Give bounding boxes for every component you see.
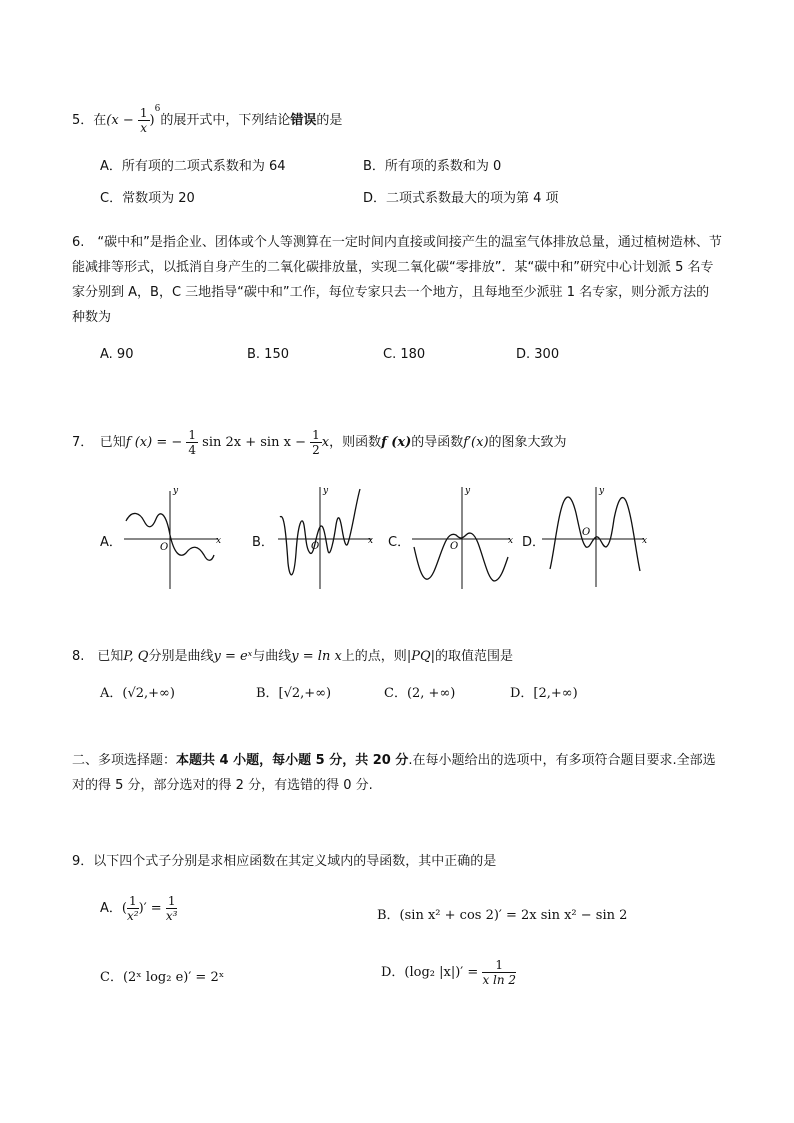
q6-option-d[interactable]: D. 300 (516, 347, 560, 362)
graph-c-y-label: y (465, 486, 471, 496)
q5-fraction: $\frac{1}{x}$ (139, 106, 148, 135)
q7-graph-a[interactable] (122, 483, 224, 591)
q5-option-a[interactable]: A．所有项的二项式系数和为 64 (100, 159, 286, 174)
q7-graph-c[interactable] (410, 483, 516, 591)
graph-c-origin: O (450, 541, 459, 552)
graph-d-origin: O (582, 527, 591, 538)
graph-d-curve (550, 497, 640, 571)
q8-option-b[interactable]: B．[√2,+∞) (256, 686, 332, 701)
graph-b-y-label: y (323, 486, 329, 496)
q7-option-a-label[interactable]: A． (100, 535, 122, 550)
q5-option-b[interactable]: B．所有项的系数和为 0 (363, 159, 502, 174)
q6-option-b[interactable]: B. 150 (247, 347, 289, 362)
q9-option-b[interactable]: B．(sin x² + cos 2)′ = 2x sin x² − sin 2 (377, 908, 628, 923)
q6-option-c[interactable]: C. 180 (383, 347, 426, 362)
q8-option-a[interactable]: A．(√2,+∞) (100, 686, 175, 701)
q7-option-b-label[interactable]: B． (252, 535, 274, 550)
q6-stem: 6. “碳中和”是指企业、团体或个人等测算在一定时间内直接或间接产生的温室气体排放总量，通过植树造林、节能减排等形式，以抵消自身产生的二氧化碳排放量，实现二氧化碳“零排放”．某“碳中和”研究中心计划派 5 名专家分别到 A，B，C 三地指导“碳中和”工作，每位专家只去一个地方，且每地至少派驻 1 名专家，则分派方法的种数为 (72, 235, 722, 325)
q9-a-left-fraction: $\frac{1}{\text{x²}}$ (127, 894, 139, 923)
q8-option-c[interactable]: C．(2, +∞) (384, 686, 456, 701)
q7-option-c-label[interactable]: C． (388, 535, 411, 550)
graph-c-x-label: x (508, 536, 514, 546)
q9-d-fraction: $\frac{1}{\text{x ln 2}}$ (482, 958, 517, 987)
q5-stem: 5．在(x − $\frac{1}{x}$ )$^6$的展开式中，下列结论错误的是 (72, 103, 343, 135)
graph-b-x-label: x (368, 536, 374, 546)
graph-b-origin: O (311, 541, 320, 552)
graph-c-curve (414, 533, 508, 581)
graph-d-x-label: x (642, 536, 648, 546)
graph-a-y-label: y (173, 486, 179, 496)
q7-graph-d[interactable] (540, 483, 650, 591)
graph-d-y-label: y (599, 486, 605, 496)
q9-option-c[interactable]: C．(2ˣ log₂ e)′ = 2ˣ (100, 970, 225, 985)
q9-stem: 9．以下四个式子分别是求相应函数在其定义域内的导函数，其中正确的是 (72, 854, 497, 869)
q9-option-a[interactable]: A．( $\frac{1}{\text{x²}}$ )′ = $\frac{1}{\text{x³}}$ (100, 894, 178, 923)
section2-heading: 二、多项选择题：本题共 4 小题，每小题 5 分，共 20 分.在每小题给出的选项中，有多项符合题目要求.全部选对的得 5 分，部分选对的得 2 分，有选错的得 0 分. (72, 753, 716, 793)
q7-fraction-2: $\frac{1}{2}$ (312, 428, 320, 457)
q8-stem: 8. 已知P, Q分别是曲线y = eˣ与曲线y = ln x上的点，则|PQ|的取值范围是 (72, 649, 513, 664)
q7-graph-b[interactable] (276, 483, 376, 591)
q9-a-right-fraction: $\frac{1}{\text{x³}}$ (165, 894, 178, 923)
q6-option-a[interactable]: A. 90 (100, 347, 134, 362)
q5-expr-open: (x − (106, 113, 134, 128)
graph-a-origin: O (160, 542, 169, 553)
graph-a-x-label: x (216, 536, 222, 546)
q7-fraction-1: $\frac{1}{4}$ (188, 428, 197, 457)
q8-option-d[interactable]: D．[2,+∞) (510, 686, 578, 701)
q5-option-c[interactable]: C．常数项为 20 (100, 191, 195, 206)
q5-option-d[interactable]: D．二项式系数最大的项为第 4 项 (363, 191, 559, 206)
q7-option-d-label[interactable]: D． (522, 535, 546, 550)
q9-option-d[interactable]: D．(log₂ |x|)′ = $\frac{1}{\text{x ln 2}}$ (381, 958, 517, 987)
q7-stem: 7． 已知f (x) = − $\frac{1}{4}$ sin 2x + sin x − $\frac{1}{2}$ x，则函数f (x)的导函数f′(x)的图象大致为 (72, 428, 567, 457)
